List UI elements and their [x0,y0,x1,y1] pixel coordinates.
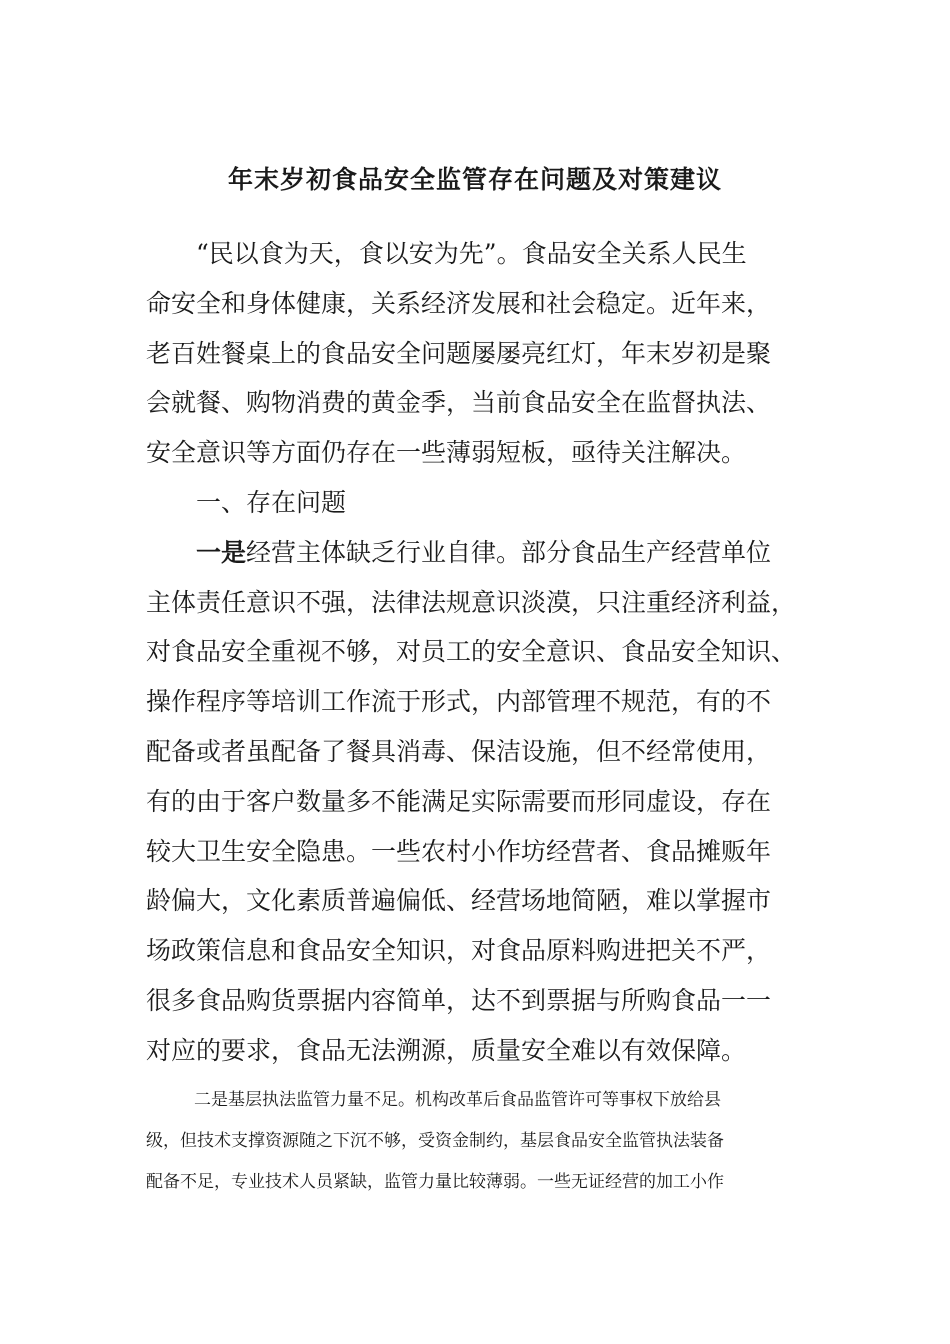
point2-line: 配备不足，专业技术人员紧缺，监管力量比较薄弱。一些无证经营的加工小作 [146,1172,724,1192]
point1-line: 有的由于客户数量多不能满足实际需要而形同虚设，存在 [146,786,772,816]
point1-first-line [146,528,806,578]
point1-line: 对应的要求，食品无法溯源，质量安全难以有效保障。 [146,1035,747,1065]
point1-line: 主体责任意识不强，法律法规意识淡漠，只注重经济利益， [146,587,797,617]
point1-line: 龄偏大，文化素质普遍偏低、经营场地简陋，难以掌握市 [146,886,772,916]
section-heading: 一、存在问题 [196,487,347,517]
intro-line: 会就餐、购物消费的黄金季，当前食品安全在监督执法、 [146,388,772,418]
point1-first-rest: 经营主体缺乏行业自律。部分食品生产经营单位 [246,537,772,567]
document-title: 年末岁初食品安全监管存在问题及对策建议 [227,165,722,194]
point2-line: 二是基层执法监管力量不足。机构改革后食品监管许可等事权下放给县 [194,1090,721,1110]
intro-line: “民以食为天，食以安为先”。食品安全关系人民生 [196,239,747,268]
point1-line: 操作程序等培训工作流于形式，内部管理不规范，有的不 [146,687,772,717]
intro-paragraph [146,229,806,1076]
point1-line: 对食品安全重视不够，对员工的安全意识、食品安全知识、 [146,637,797,667]
intro-line: 命安全和身体健康，关系经济发展和社会稳定。近年来， [146,288,772,318]
point1-line: 较大卫生安全隐患。一些农村小作坊经营者、食品摊贩年 [146,836,772,866]
intro-line: 安全意识等方面仍存在一些薄弱短板，亟待关注解决。 [146,438,747,468]
point2-paragraph [146,1080,806,1203]
intro-line: 老百姓餐桌上的食品安全问题屡屡亮红灯，年末岁初是聚 [146,338,772,368]
point2-line: 级，但技术支撑资源随之下沉不够，受资金制约，基层食品安全监管执法装备 [146,1131,724,1151]
point1-line: 配备或者虽配备了餐具消毒、保洁设施，但不经常使用， [146,736,772,766]
point1-line: 场政策信息和食品安全知识，对食品原料购进把关不严， [146,936,772,966]
point1-lead: 一是 [196,537,247,567]
point1-line: 很多食品购货票据内容简单，达不到票据与所购食品一一 [146,985,772,1015]
